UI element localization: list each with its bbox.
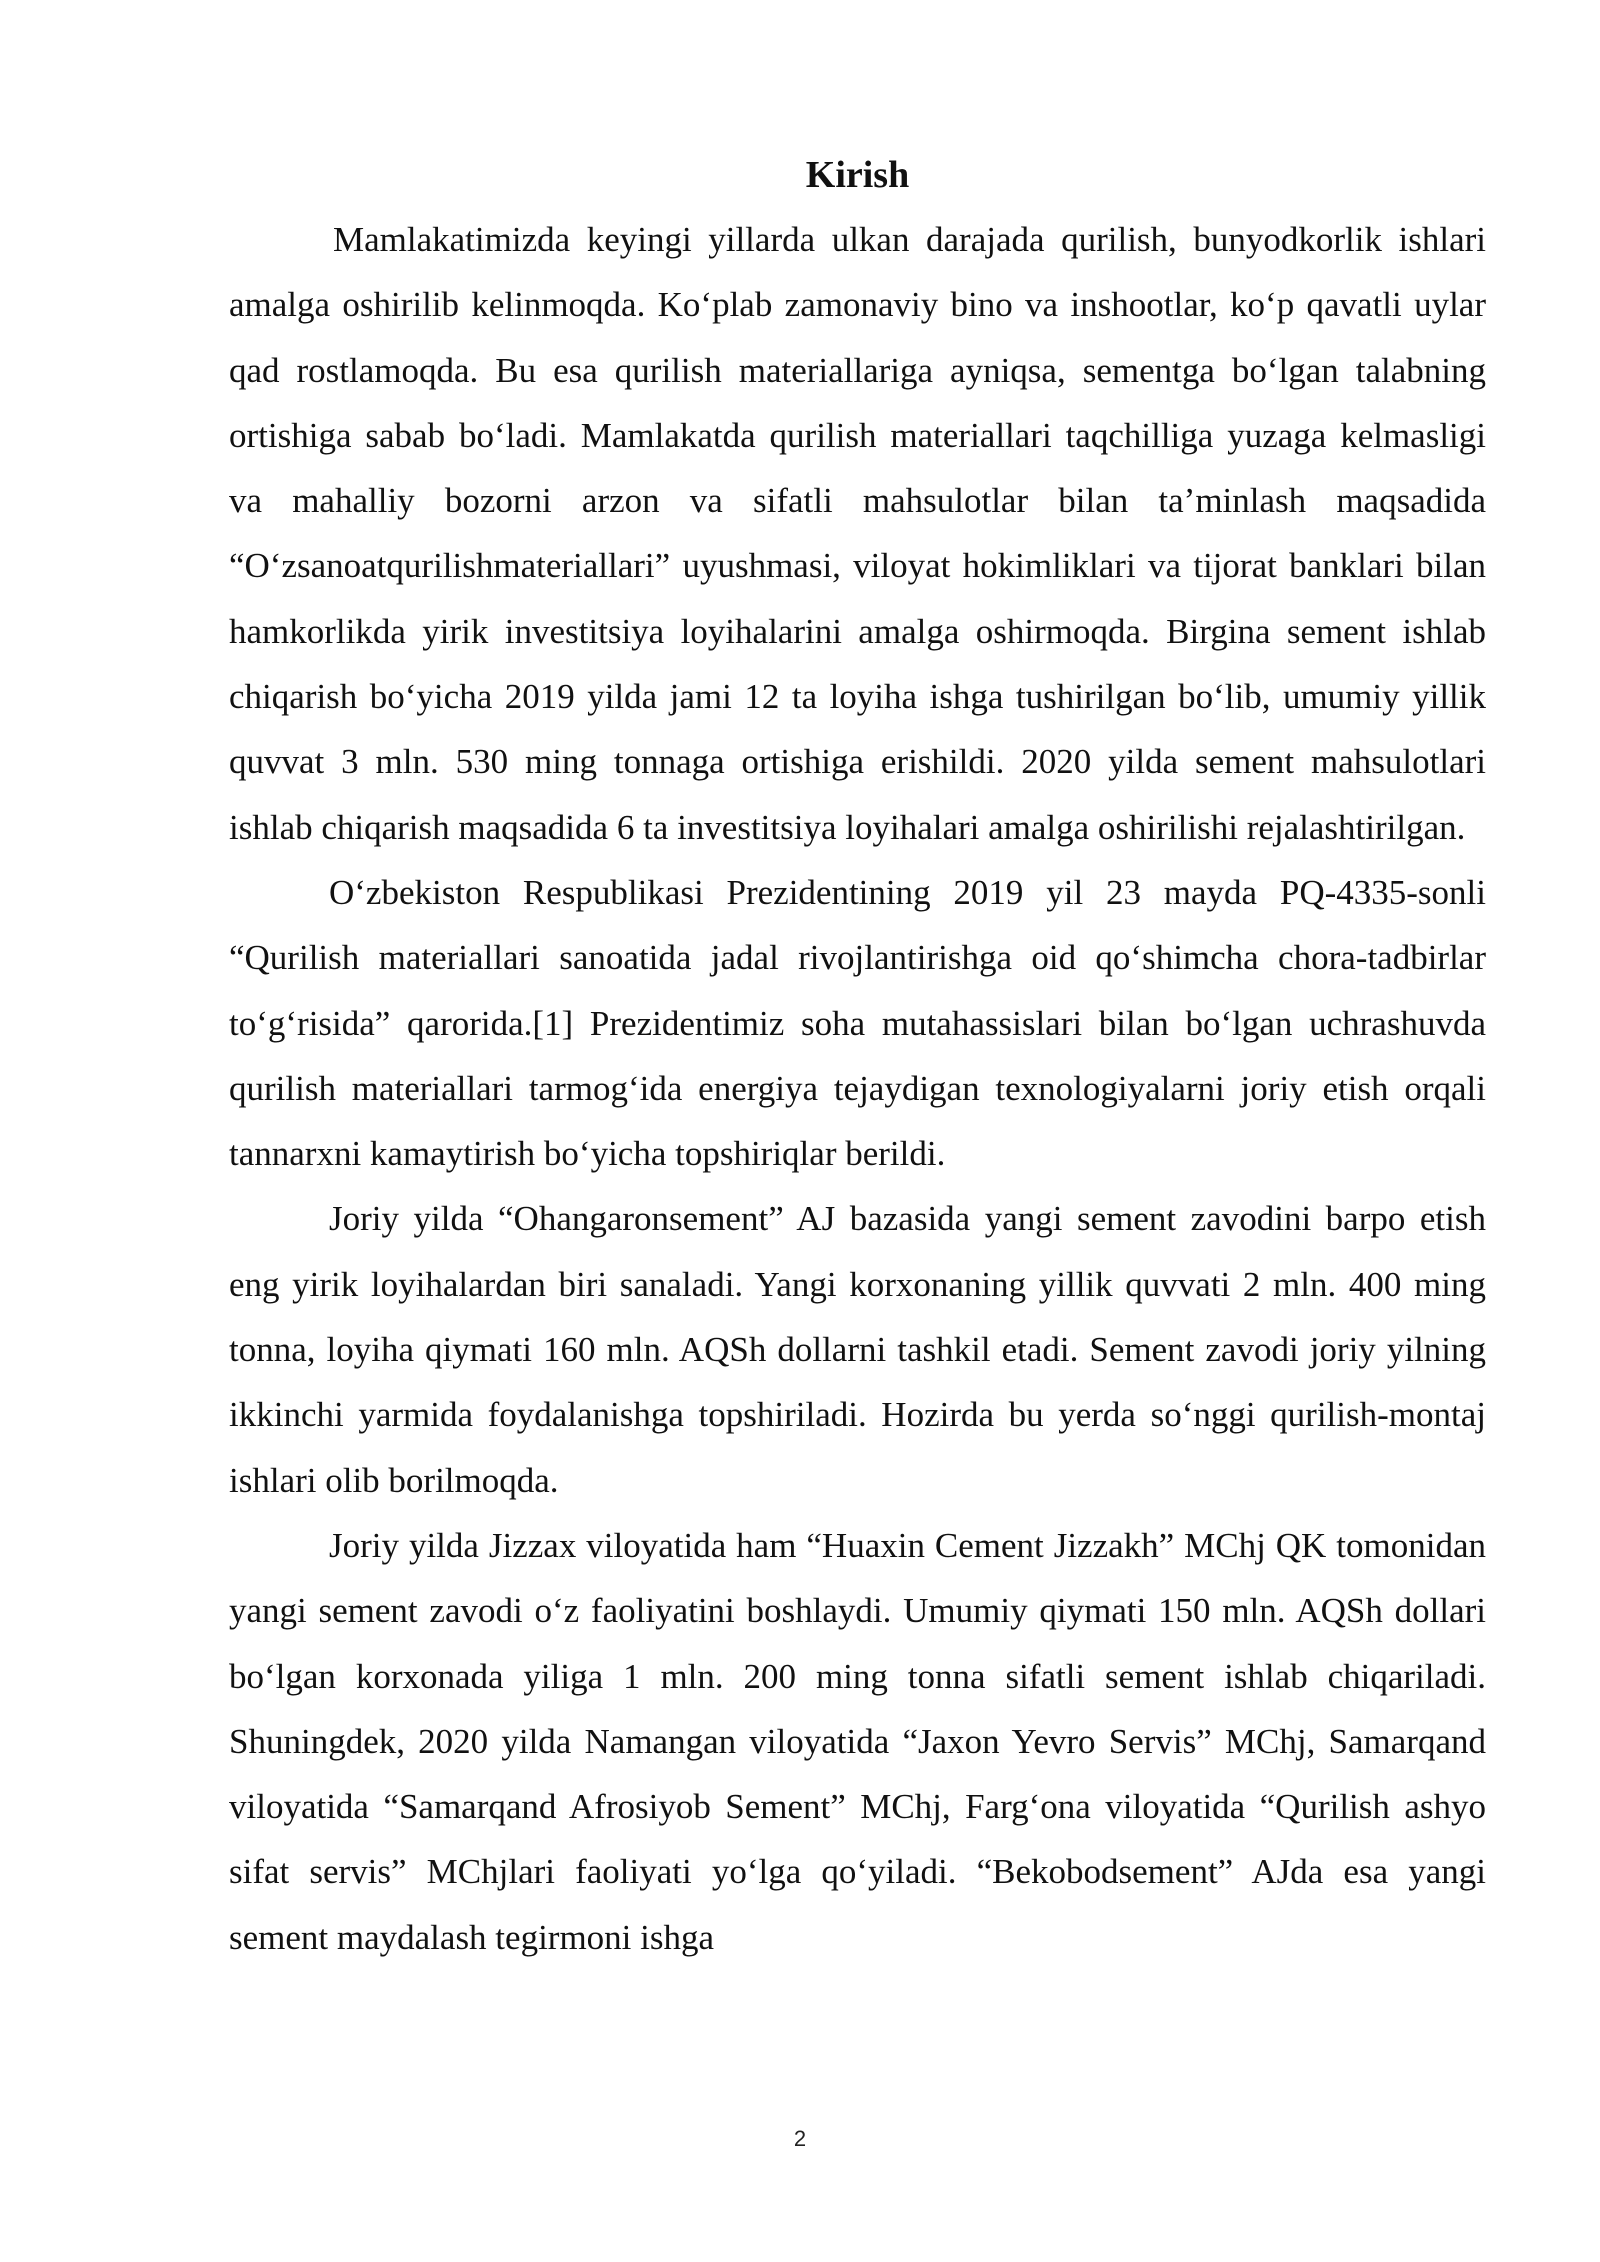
paragraph-1: Mamlakatimizda keyingi yillarda ulkan darajada qurilish, bunyodkorlik ishlari amalga oshirilib kelinmoqda. Ko‘plab zamonaviy bino va inshootlar, ko‘p qavatli uylar qad rostlamoqda. Bu esa qurilish materiallariga ayniqsa, sementga bo‘lgan talabning ortishiga sabab bo‘ladi. Mamlakatda qurilish materiallari taqchilliga yuzaga kelmasligi va mahalliy bozorni arzon va sifatli mahsulotlar bilan ta’minlash maqsadida “O‘zsanoatqurilishmateriallari” uyushmasi, viloyat hokimliklari va tijorat banklari bilan hamkorlikda yirik investitsiya loyihalarini amalga oshirmoqda. Birgina sement ishlab chiqarish bo‘yicha 2019 yilda jami 12 ta loyiha ishga tushirilgan bo‘lib, umumiy yillik quvvat 3 mln. 530 ming tonnaga ortishiga erishildi. 2020 yilda sement mahsulotlari ishlab chiqarish maqsadida 6 ta investitsiya loyihalari amalga oshirilishi rejalashtirilgan. — [229, 220, 1486, 847]
paragraph-3: Joriy yilda “Ohangaronsement” AJ bazasida yangi sement zavodini barpo etish eng yirik loyihalardan biri sanaladi. Yangi korxonaning yillik quvvati 2 mln. 400 ming tonna, loyiha qiymati 160 mln. AQSh dollarni tashkil etadi. Sement zavodi joriy yilning ikkinchi yarmida foydalanishga topshiriladi. Hozirda bu yerda so‘nggi qurilish-montaj ishlari olib borilmoqda. — [229, 1199, 1486, 1500]
paragraph-4: Joriy yilda Jizzax viloyatida ham “Huaxin Cement Jizzakh” MChj QK tomonidan yangi sement zavodi o‘z faoliyatini boshlaydi. Umumiy qiymati 150 mln. AQSh dollari bo‘lgan korxonada yiliga 1 mln. 200 ming tonna sifatli sement ishlab chiqariladi. Shuningdek, 2020 yilda Namangan viloyatida “Jaxon Yevro Servis” MChj, Samarqand viloyatida “Samarqand Afrosiyob Sement” MChj, Farg‘ona viloyatida “Qurilish ashyo sifat servis” MChjlari faoliyati yo‘lga qo‘yiladi. “Bekobodsement” AJda esa yangi sement maydalash tegirmoni ishga — [229, 1525, 1486, 1957]
page-number: 2 — [793, 2126, 807, 2151]
paragraph-2: O‘zbekiston Respublikasi Prezidentining 2019 yil 23 mayda PQ-4335-sonli “Qurilish materiallari sanoatida jadal rivojlantirishga oid qo‘shimcha chora-tadbirlar to‘g‘risida” qarorida.[1] Prezidentimiz soha mutahassislari bilan bo‘lgan uchrashuvda qurilish materiallari tarmog‘ida energiya tejaydigan texnologiyalarni joriy etish orqali tannarxni kamaytirish bo‘yicha topshiriqlar berildi. — [229, 872, 1486, 1174]
document-page — [229, 145, 1486, 1970]
section-title: Kirish — [805, 154, 910, 196]
